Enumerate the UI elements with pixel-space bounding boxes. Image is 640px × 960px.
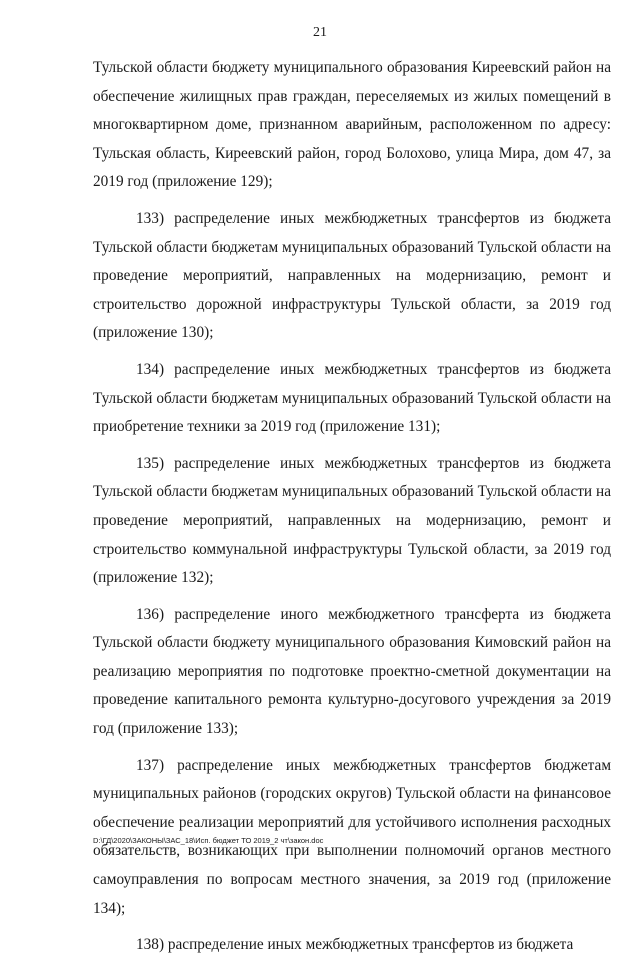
- paragraph-item-135: 135) распределение иных межбюджетных трансфертов из бюджета Тульской области бюджетам муниципальных образований Тульской области на проведение мероприятий, направленных на модернизацию, ремонт и строительство коммунальной инфраструктуры Тульской области, за 2019 год (приложение 132);: [93, 454, 611, 587]
- document-body: [93, 54, 611, 960]
- paragraph-item-137: 137) распределение иных межбюджетных трансфертов бюджетам муниципальных районов (городских округов) Тульской области на финансовое обеспечение реализации мероприятий для устойчивого исполнения расходных обязательств, возникающих при выполнении полномочий органов местного самоуправления по вопросам местного значения, за 2019 год (приложение 134);: [93, 756, 611, 917]
- paragraph-item-134: 134) распределение иных межбюджетных трансфертов из бюджета Тульской области бюджетам муниципальных образований Тульской области на приобретение техники за 2019 год (приложение 131);: [93, 360, 611, 436]
- paragraph-item-136: 136) распределение иного межбюджетного трансферта из бюджета Тульской области бюджету муниципального образования Кимовский район на реализацию мероприятия по подготовке проектно-сметной документации на проведение капитального ремонта культурно-досугового учреждения за 2019 год (приложение 133);: [93, 605, 611, 738]
- paragraph-item-133: 133) распределение иных межбюджетных трансфертов из бюджета Тульской области бюджетам муниципальных образований Тульской области на проведение мероприятий, направленных на модернизацию, ремонт и строительство дорожной инфраструктуры Тульской области, за 2019 год (приложение 130);: [93, 209, 611, 342]
- paragraph-item-138: 138) распределение иных межбюджетных трансфертов из бюджета: [136, 936, 574, 954]
- file-path-footer: D:\ГД\2020\ЗАКОНЫ\ЗАС_18\Исп. бюджет ТО 2019_2 чт\закон.doc: [93, 836, 324, 845]
- page-number: 21: [313, 25, 327, 40]
- paragraph-continuation: Тульской области бюджету муниципального образования Киреевский район на обеспечение жилищных прав граждан, переселяемых из жилых помещений в многоквартирном доме, признанном аварийным, расположенном по адресу: Тульская область, Киреевский район, город Болохово, улица Мира, дом 47, за 2019 год (приложение 129);: [93, 59, 611, 191]
